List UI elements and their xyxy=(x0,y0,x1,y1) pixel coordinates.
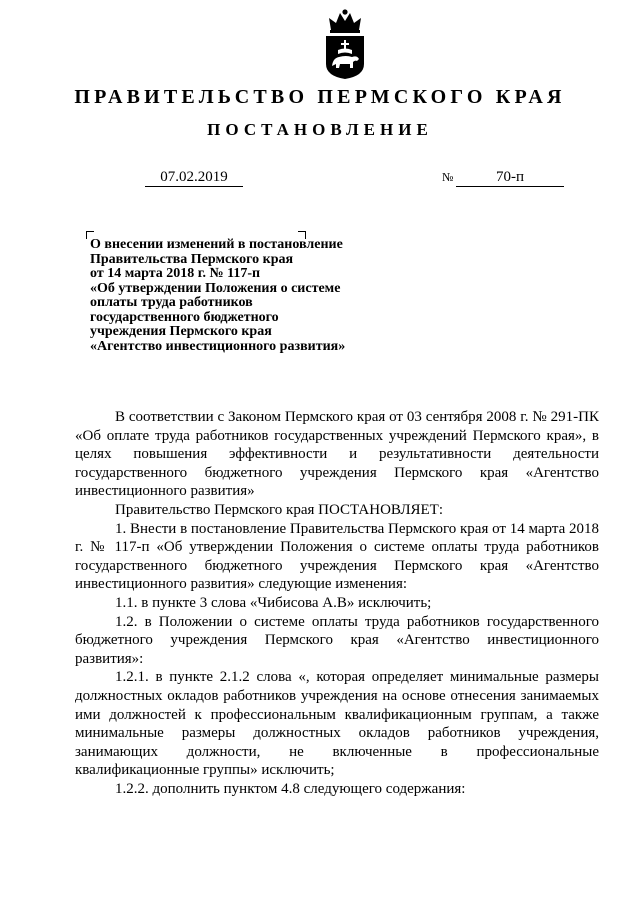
number-sign: № xyxy=(442,170,454,184)
body-paragraph: 1.2.2. дополнить пунктом 4.8 следующего содержания: xyxy=(115,780,466,797)
subject-line: учреждения Пермского края xyxy=(90,324,272,339)
body-paragraph: 1.2.1. в пункте 2.1.2 слова «, которая определяет минимальные размеры должностных окладов работников учреждения на основе отнесения занимаемых ими должностей к профессиональным квалификационным группам, а также минимальные размеры должностных окладов работников учреждения, занимающих должности, не включенные в профессиональные квалификационные группы» исключить; xyxy=(75,669,599,779)
subject-line: «Об утверждении Положения о системе xyxy=(90,280,341,296)
coat-of-arms-icon xyxy=(322,8,368,80)
subject-line: от 14 марта 2018 г. № 117-п xyxy=(90,266,261,281)
document-subject xyxy=(90,238,390,354)
body-paragraph: 1.1. в пункте 3 слова «Чибисова А.В» исключить; xyxy=(115,594,432,611)
subject-line: О внесении изменений в постановление xyxy=(90,237,343,252)
government-title: ПРАВИТЕЛЬСТВО ПЕРМСКОГО КРАЯ xyxy=(74,86,566,108)
body-paragraph: 1. Внести в постановление Правительства Пермского края от 14 марта 2018 г. № 117-п «Об утверждении Положения о системе оплаты труда работников государственного бюджетного учреждения Пермского края «Агентство инвестиционного развития» следующие изменения: xyxy=(75,520,599,593)
body-paragraph: Правительство Пермского края ПОСТАНОВЛЯЕТ: xyxy=(115,501,444,518)
subject-line: Правительства Пермского края xyxy=(90,251,294,267)
document-number: 70-п xyxy=(456,168,564,187)
subject-line: «Агентство инвестиционного развития» xyxy=(90,338,346,354)
body-paragraph: В соответствии с Законом Пермского края от 03 сентября 2008 г. № 291-ПК «Об оплате труда работников государственных учреждений Пермского края», в целях повышения эффективности и результативности деятельности государственного бюджетного учреждения Пермского края «Агентство инвестиционного развития» xyxy=(75,409,599,500)
subject-line: оплаты труда работников xyxy=(90,295,253,310)
body-paragraph: 1.2. в Положении о системе оплаты труда работников государственного бюджетного учреждения Пермского края «Агентство инвестиционного развития»: xyxy=(75,613,599,667)
subject-line: государственного бюджетного xyxy=(90,309,279,325)
document-body xyxy=(75,408,599,798)
document-date: 07.02.2019 xyxy=(145,168,243,187)
document-type: ПОСТАНОВЛЕНИЕ xyxy=(207,120,433,139)
